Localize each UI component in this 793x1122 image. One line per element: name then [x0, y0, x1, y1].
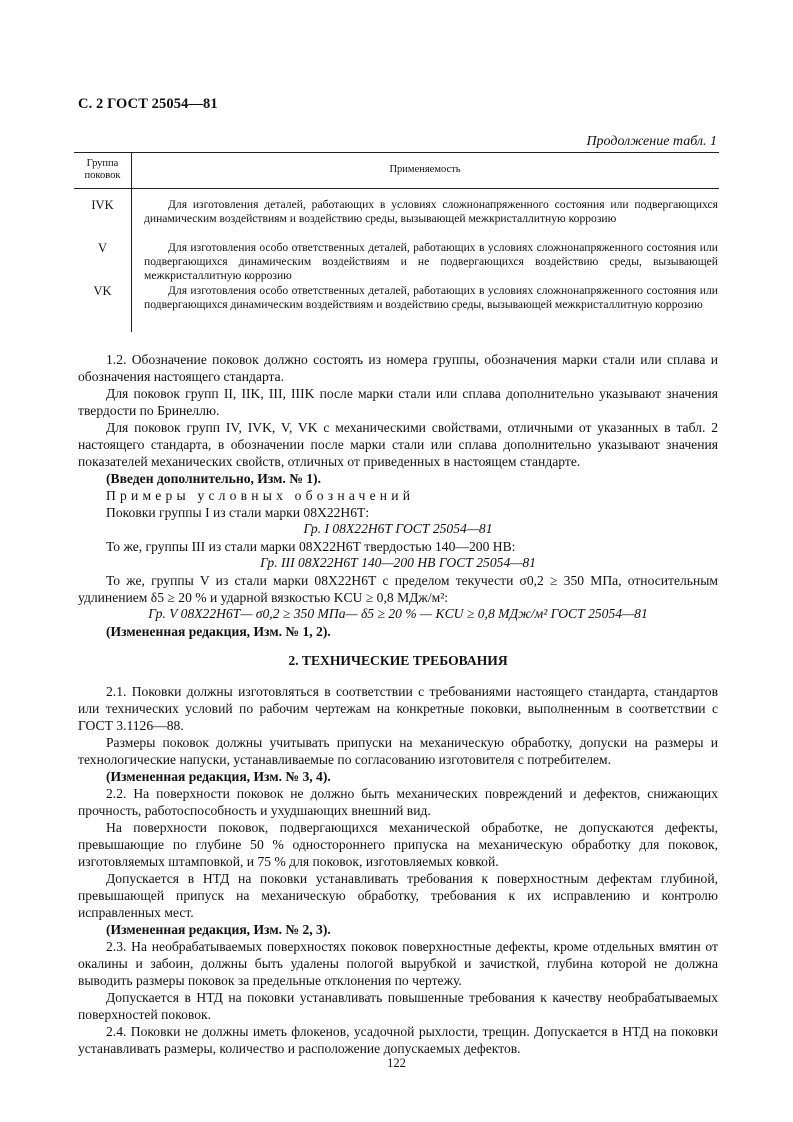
table-row-group-v: V	[97, 241, 108, 255]
example-3-designation: Гр. V 08Х22Н6Т— σ0,2 ≥ 350 МПа— δ5 ≥ 20 % — KCU ≥ 0,8 МДж/м² ГОСТ 25054—81	[148, 606, 648, 621]
table-column-divider	[131, 152, 132, 332]
paragraph-1-2: 1.2. Обозначение поковок должно состоять из номера группы, обозначения марки стали или сплава и обозначения настоящего стандарта.	[78, 352, 718, 384]
paragraph-2-2: 2.2. На поверхности поковок не должно быть механических повреждений и дефектов, снижающих прочность, работоспособность и ухудшающих внешний вид.	[78, 786, 718, 818]
table-continuation-label: Продолжение табл. 1	[586, 134, 717, 149]
page-number: 122	[387, 1056, 406, 1070]
table-header-group: Группа поковок	[84, 158, 121, 181]
example-1-designation: Гр. I 08Х22Н6Т ГОСТ 25054—81	[303, 521, 493, 536]
amendment-note-4: (Измененная редакция, Изм. № 2, 3).	[106, 922, 331, 937]
table-header-application: Применяемость	[389, 164, 461, 175]
paragraph-1-2-mechanical: Для поковок групп IV, IVK, V, VK с механическими свойствами, отличными от указанных в табл. 2 настоящего стандарта, в обозначении после марки стали или сплава дополнительно указывают значения показателей механических свойств, отличных от приведенных в настоящем стандарте.	[78, 420, 718, 469]
examples-heading: Примеры условных обозначений	[106, 488, 415, 503]
table-row-group-vk: VK	[93, 284, 112, 298]
section-2-heading: 2. ТЕХНИЧЕСКИЕ ТРЕБОВАНИЯ	[288, 653, 508, 668]
paragraph-2-1: 2.1. Поковки должны изготовляться в соответствии с требованиями настоящего стандарта, стандартов или технических условий по рабочим чертежам на конкретные поковки, выполненным в соответствии с ГОСТ 3.1126—88.	[78, 684, 718, 733]
table-row-group-ivk: IVK	[91, 198, 114, 212]
table-row-text-ivk: Для изготовления деталей, работающих в условиях сложнонапряженного состояния или подвергающихся динамическим воздействиям и воздействию среды, вызывающей межкристаллитную коррозию	[144, 198, 718, 225]
example-2-designation: Гр. III 08Х22Н6Т 140—200 НВ ГОСТ 25054—81	[260, 555, 536, 570]
table-top-rule	[74, 152, 719, 153]
amendment-note-1: (Введен дополнительно, Изм. № 1).	[106, 471, 321, 486]
paragraph-2-3-ntd: Допускается в НТД на поковки устанавливать повышенные требования к качеству необрабатываемых поверхностей поковок.	[78, 990, 718, 1022]
paragraph-1-2-brinell: Для поковок групп II, IIK, III, IIIK после марки стали или сплава дополнительно указывают значения твердости по Бринеллю.	[78, 386, 718, 418]
paragraph-2-1-sizes: Размеры поковок должны учитывать припуски на механическую обработку, допуски на размеры и технологические напуски, устанавливаемые по согласованию изготовителя с потребителем.	[78, 735, 718, 767]
example-1-intro: Поковки группы I из стали марки 08Х22Н6Т:	[106, 505, 370, 520]
applicability-table	[74, 152, 719, 332]
amendment-note-2: (Измененная редакция, Изм. № 1, 2).	[106, 624, 331, 639]
paragraph-2-2-ntd: Допускается в НТД на поковки устанавливать требования к поверхностным дефектам глубиной, превышающей припуск на механическую обработку, требования к их исправлению и контролю исправленных мест.	[78, 871, 718, 920]
example-3-intro: То же, группы V из стали марки 08Х22Н6Т с пределом текучести σ0,2 ≥ 350 МПа, относительным удлинением δ5 ≥ 20 % и ударной вязкостью KCU ≥ 0,8 МДж/м²:	[78, 573, 718, 605]
example-2-intro: То же, группы III из стали марки 08Х22Н6Т твердостью 140—200 НВ:	[106, 539, 516, 554]
table-header-rule	[74, 188, 719, 189]
paragraph-2-2-defects: На поверхности поковок, подвергающихся механической обработке, не допускаются дефекты, превышающие по глубине 50 % одностороннего припуска на механическую обработку для поковок, изготовляемых штамповкой, и 75 % для поковок, изготовляемых ковкой.	[78, 820, 718, 869]
table-row-text-vk: Для изготовления особо ответственных деталей, работающих в условиях сложнонапряженного состояния или подвергающихся динамическим воздействиям и воздействию среды, вызывающей межкристаллитную коррозию	[144, 284, 718, 311]
paragraph-2-3: 2.3. На необрабатываемых поверхностях поковок поверхностные дефекты, кроме отдельных вмятин от окалины и забоин, должны быть удалены пологой вырубкой и зачисткой, глубина которой не должна выводить размеры поковок за предельные отклонения по чертежу.	[78, 939, 718, 988]
amendment-note-3: (Измененная редакция, Изм. № 3, 4).	[106, 769, 331, 784]
paragraph-2-4: 2.4. Поковки не должны иметь флокенов, усадочной рыхлости, трещин. Допускается в НТД на поковки устанавливать размеры, количество и расположение допускаемых дефектов.	[78, 1024, 718, 1056]
table-row-text-v: Для изготовления особо ответственных деталей, работающих в условиях сложнонапряженного состояния или подвергающихся динамическим воздействиям и не подвергающихся воздействию среды, вызывающей межкристаллитную коррозию	[144, 241, 718, 282]
page-header-title: С. 2 ГОСТ 25054—81	[78, 96, 218, 112]
